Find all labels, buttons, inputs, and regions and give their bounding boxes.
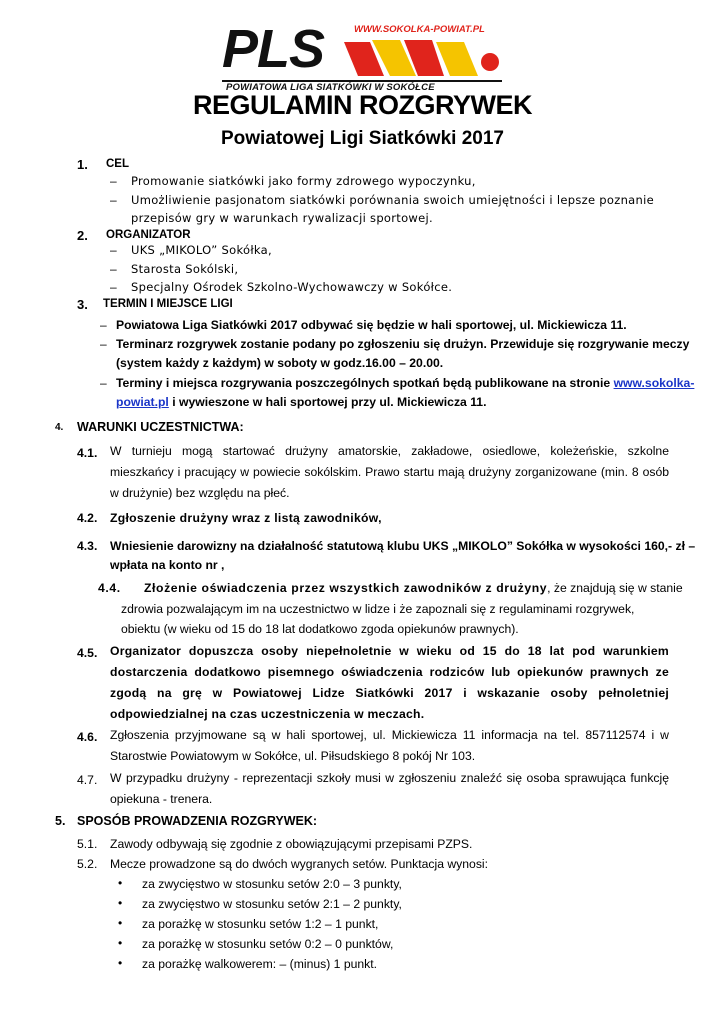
- paragraph-number: 4.1.: [77, 446, 98, 460]
- list-item: Powiatowa Liga Siatkówki 2017 odbywać się będzie w hali sportowej, ul. Mickiewicza 11.: [116, 318, 627, 332]
- list-item-continuation: przepisów gry w warunkach rywalizacji sportowej.: [131, 211, 433, 225]
- bullet-icon: •: [118, 956, 123, 970]
- dash-icon: –: [100, 337, 107, 351]
- section-2-heading: ORGANIZATOR: [106, 229, 191, 241]
- logo-letters: PLS: [222, 19, 325, 79]
- paragraph-4-4-text: , że znajdują się w stanie: [547, 581, 683, 595]
- paragraph-4-5: Organizator dopuszcza osoby niepełnoletnie w wieku od 15 do 18 lat pod warunkiem dostarczenia dodatkowo pisemnego oświadczenia rodziców lub opiekunów prawnych ze zgodą na grę w Powiatowej Lidze Siatkówki 2017 i wskazanie osoby pełnoletniej odpowiedzialnej na czas uczestniczenia w meczach.: [110, 644, 669, 721]
- bullet-icon: •: [118, 936, 123, 950]
- list-item-text: Terminy i miejsca rozgrywania poszczególnych spotkań będą publikowane na stronie: [116, 376, 611, 390]
- bullet-item: za porażkę walkowerem: – (minus) 1 punkt.: [142, 957, 378, 971]
- logo-url: WWW.SOKOLKA-POWIAT.PL: [354, 24, 485, 35]
- bullet-item: za zwycięstwo w stosunku setów 2:0 – 3 punkty,: [142, 877, 402, 891]
- paragraph-5-1: Zawody odbywają się zgodnie z obowiązującymi przepisami PZPS.: [110, 837, 473, 851]
- paragraph-5-2: Mecze prowadzone są do dwóch wygranych setów. Punktacja wynosi:: [110, 857, 489, 871]
- paragraph-4-3-continuation: wpłata na konto nr ,: [110, 558, 225, 572]
- list-item: Specjalny Ośrodek Szkolno-Wychowawczy w Sokółce.: [131, 280, 453, 294]
- document-title: REGULAMIN ROZGRYWEK: [193, 90, 532, 120]
- section-1-heading: CEL: [106, 158, 129, 170]
- document-subtitle: Powiatowej Ligi Siatkówki 2017: [221, 128, 504, 149]
- section-5-number: 5.: [55, 814, 66, 828]
- list-item-text: i wywieszone w hali sportowej przy ul. Mickiewicza 11.: [168, 395, 487, 409]
- list-item: Starosta Sokólski,: [131, 262, 239, 276]
- website-link-continued[interactable]: powiat.pl: [116, 395, 169, 409]
- section-3-heading: TERMIN I MIEJSCE LIGI: [103, 298, 233, 310]
- paragraph-4-3: Wniesienie darowizny na działalność statutową klubu UKS „MIKOLO” Sokółka w wysokości 160,- zł –: [110, 539, 696, 553]
- dash-icon: –: [100, 318, 107, 332]
- paragraph-4-4: [144, 581, 683, 595]
- paragraph-4-4-continuation: obiektu (w wieku od 15 do 18 lat dodatkowo zgoda opiekunów prawnych).: [121, 622, 519, 636]
- paragraph-4-4-bold: Złożenie oświadczenia przez wszystkich zawodników z drużyny: [144, 581, 548, 595]
- bullet-item: za porażkę w stosunku setów 0:2 – 0 punktów,: [142, 937, 394, 951]
- section-4-heading: WARUNKI UCZESTNICTWA:: [77, 420, 244, 434]
- section-5-heading: SPOSÓB PROWADZENIA ROZGRYWEK:: [77, 814, 318, 828]
- paragraph-number: 4.5.: [77, 646, 98, 660]
- paragraph-number: 4.3.: [77, 539, 98, 553]
- paragraph-4-7: W przypadku drużyny - reprezentacji szkoły musi w zgłoszeniu znaleźć się osoba sprawująca funkcję opiekuna - trenera.: [110, 771, 669, 806]
- dash-icon: –: [110, 174, 117, 188]
- dash-icon: –: [110, 280, 117, 294]
- paragraph-4-1: W turnieju mogą startować drużyny amatorskie, zakładowe, osiedlowe, koleżeńskie, szkolne mieszkańcy i pracujący w powiecie sokólskim. Prawo startu mają drużyny zorganizowane (min. 8 osób w drużynie) bez względu na płeć.: [110, 444, 669, 500]
- dash-icon: –: [100, 376, 107, 390]
- dash-icon: –: [110, 193, 117, 207]
- paragraph-number: 5.2.: [77, 857, 98, 871]
- list-item: [116, 376, 694, 390]
- bullet-icon: •: [118, 896, 123, 910]
- paragraph-number: 4.2.: [77, 511, 98, 525]
- list-item: Terminarz rozgrywek zostanie podany po zgłoszeniu się drużyn. Przewiduje się rozgrywanie meczy: [116, 337, 690, 351]
- paragraph-4-6: Zgłoszenia przyjmowane są w hali sportowej, ul. Mickiewicza 11 informacja na tel. 857112574 i w Starostwie Powiatowym w Sokółce, ul. Piłsudskiego 8 pokój Nr 103.: [110, 728, 669, 763]
- paragraph-number: 5.1.: [77, 837, 98, 851]
- bullet-item: za porażkę w stosunku setów 1:2 – 1 punkt,: [142, 917, 379, 931]
- paragraph-4-2: Zgłoszenie drużyny wraz z listą zawodników,: [110, 511, 382, 525]
- bullet-icon: •: [118, 876, 123, 890]
- bullet-icon: •: [118, 916, 123, 930]
- list-item: Promowanie siatkówki jako formy zdrowego wypoczynku,: [131, 174, 476, 188]
- volleyball-graphic-icon: [340, 36, 500, 80]
- section-3-number: 3.: [77, 297, 88, 312]
- section-1-number: 1.: [77, 157, 88, 172]
- paragraph-number: 4.6.: [77, 730, 98, 744]
- section-2-number: 2.: [77, 228, 88, 243]
- paragraph-number: 4.7.: [77, 773, 98, 787]
- paragraph-4-4-continuation: zdrowia pozwalającym im na uczestnictwo w lidze i że zapoznali się z regulaminami rozgrywek,: [121, 602, 635, 616]
- paragraph-number: 4.4.: [98, 581, 121, 595]
- section-4-number: 4.: [55, 422, 64, 433]
- pls-logo: [222, 19, 507, 93]
- dash-icon: –: [110, 262, 117, 276]
- website-link[interactable]: www.sokolka-: [613, 376, 695, 390]
- list-item-continuation: (system każdy z każdym) w soboty w godz.16.00 – 20.00.: [116, 356, 444, 370]
- list-item-continuation: [116, 395, 486, 409]
- list-item: UKS „MIKOLO” Sokółka,: [131, 243, 272, 257]
- dash-icon: –: [110, 243, 117, 257]
- list-item: Umożliwienie pasjonatom siatkówki porównania swoich umiejętności i lepsze poznanie: [131, 193, 654, 207]
- bullet-item: za zwycięstwo w stosunku setów 2:1 – 2 punkty,: [142, 897, 402, 911]
- logo-tagline: POWIATOWA LIGA SIATKÓWKI W SOKÓŁCE: [226, 82, 435, 93]
